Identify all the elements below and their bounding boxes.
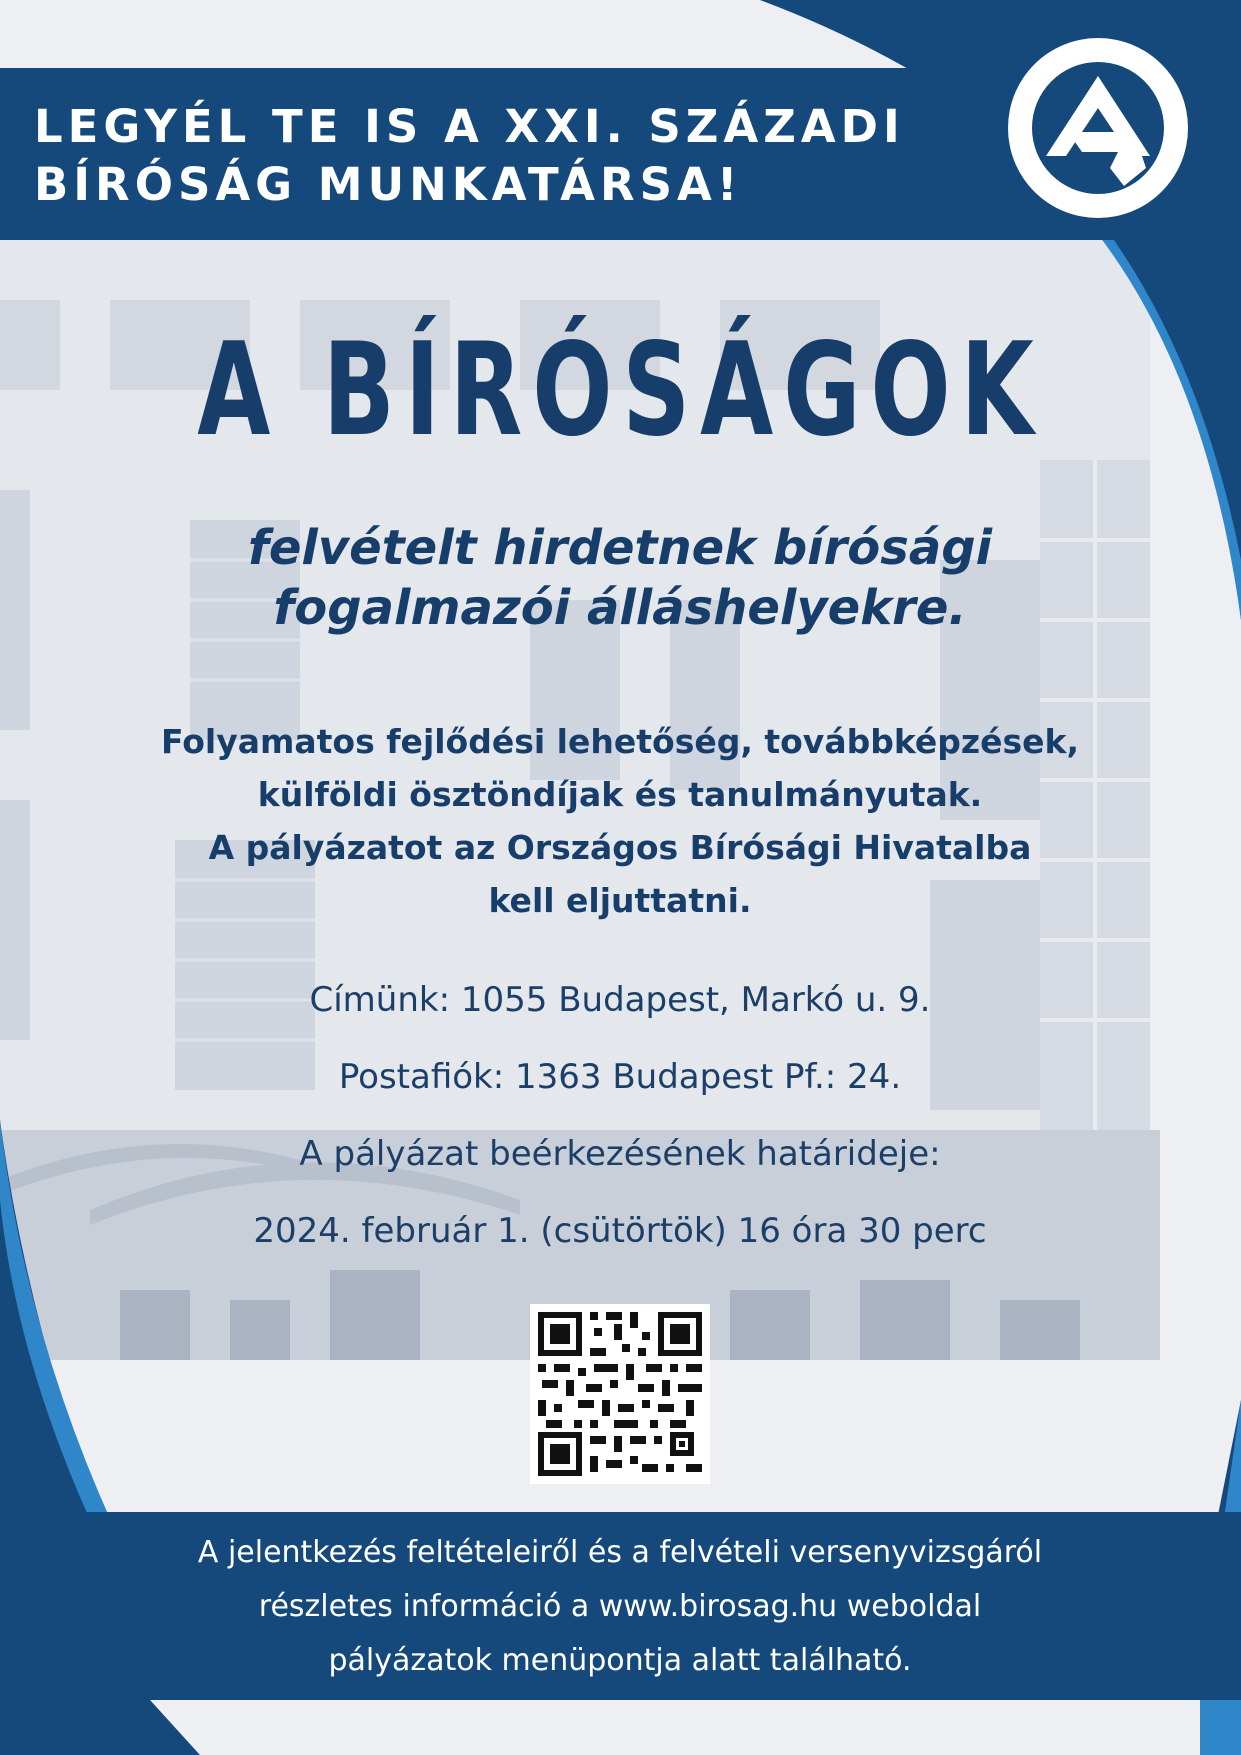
deadline-value: 2024. február 1. (csütörtök) 16 óra 30 perc xyxy=(253,1211,987,1251)
deadline-label: A pályázat beérkezésének határideje: xyxy=(299,1134,941,1174)
court-logo-icon xyxy=(1006,36,1190,220)
subtitle xyxy=(120,518,1120,638)
header-line-1: LEGYÉL TE IS A XXI. SZÁZADI xyxy=(34,100,905,153)
benefits-paragraph xyxy=(60,715,1180,927)
subtitle-line-1: felvételt hirdetnek bírósági xyxy=(247,520,993,576)
body-line-1: Folyamatos fejlődési lehetőség, továbbképzések, xyxy=(161,722,1079,761)
header-line-2: BÍRÓSÁG MUNKATÁRSA! xyxy=(34,158,743,211)
qr-code-icon[interactable] xyxy=(530,1304,710,1484)
footer-info xyxy=(70,1526,1170,1688)
footer-line-2: részletes információ a www.birosag.hu weboldal xyxy=(258,1589,982,1624)
body-line-4: kell eljuttatni. xyxy=(488,881,752,920)
body-line-3: A pályázatot az Országos Bírósági Hivatalba xyxy=(208,828,1032,867)
subtitle-line-2: fogalmazói álláshelyekre. xyxy=(273,580,967,636)
footer-line-3: pályázatok menüpontja alatt található. xyxy=(328,1643,912,1678)
footer-line-1: A jelentkezés feltételeiről és a felvételi versenyvizsgáról xyxy=(197,1535,1043,1570)
header-heading xyxy=(34,98,934,214)
address-line: Címünk: 1055 Budapest, Markó u. 9. xyxy=(309,980,931,1020)
body-line-2: külföldi ösztöndíjak és tanulmányutak. xyxy=(257,775,983,814)
pobox-line: Postafiók: 1363 Budapest Pf.: 24. xyxy=(338,1057,902,1097)
main-title: A BÍRÓSÁGOK xyxy=(197,316,1044,465)
